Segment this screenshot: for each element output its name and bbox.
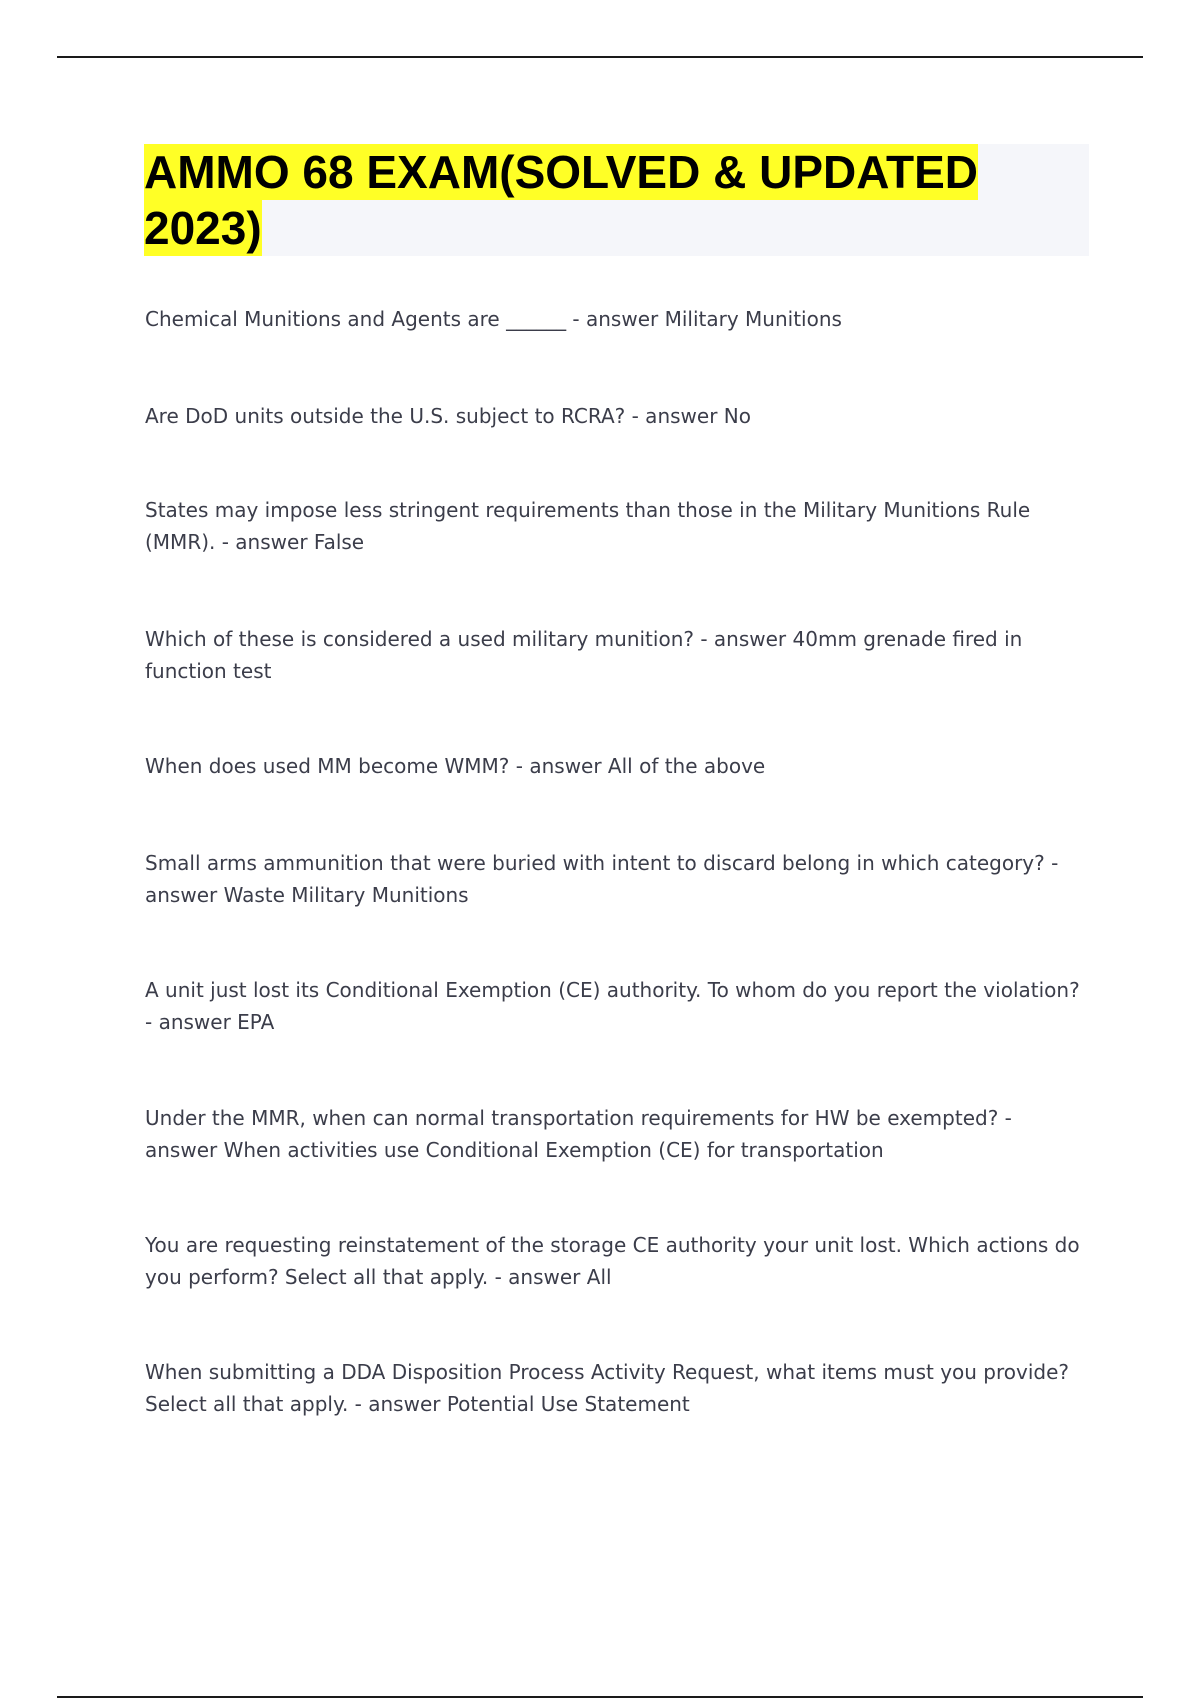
qa-item-9: You are requesting reinstatement of the storage CE authority your unit lost. Which actions do you perform? Select all that apply. - answer All [145,1233,1080,1289]
qa-item-2: Are DoD units outside the U.S. subject to RCRA? - answer No [145,404,751,428]
top-rule [57,56,1143,58]
bottom-rule [57,1696,1143,1698]
qa-item-8: Under the MMR, when can normal transportation requirements for HW be exempted? - answer When activities use Conditional Exemption (CE) for transportation [145,1106,1012,1162]
qa-item-10: When submitting a DDA Disposition Process Activity Request, what items must you provide? Select all that apply. - answer Potential Use Statement [145,1360,1070,1416]
qa-item-5: When does used MM become WMM? - answer All of the above [145,754,766,778]
qa-item-1: Chemical Munitions and Agents are ______ - answer Military Munitions [145,307,842,331]
qa-item-3: States may impose less stringent requirements than those in the Military Munitions Rule (MMR). - answer False [145,498,1031,554]
qa-item-6: Small arms ammunition that were buried with intent to discard belong in which category? - answer Waste Military Munitions [145,851,1059,907]
title-highlight: AMMO 68 EXAM(SOLVED & UPDATED 2023) [144,146,979,254]
page-title [144,144,1044,256]
qa-item-7: A unit just lost its Conditional Exemption (CE) authority. To whom do you report the violation? - answer EPA [145,978,1080,1034]
title-block [144,144,1089,256]
qa-item-4: Which of these is considered a used military munition? - answer 40mm grenade fired in function test [145,627,1023,683]
